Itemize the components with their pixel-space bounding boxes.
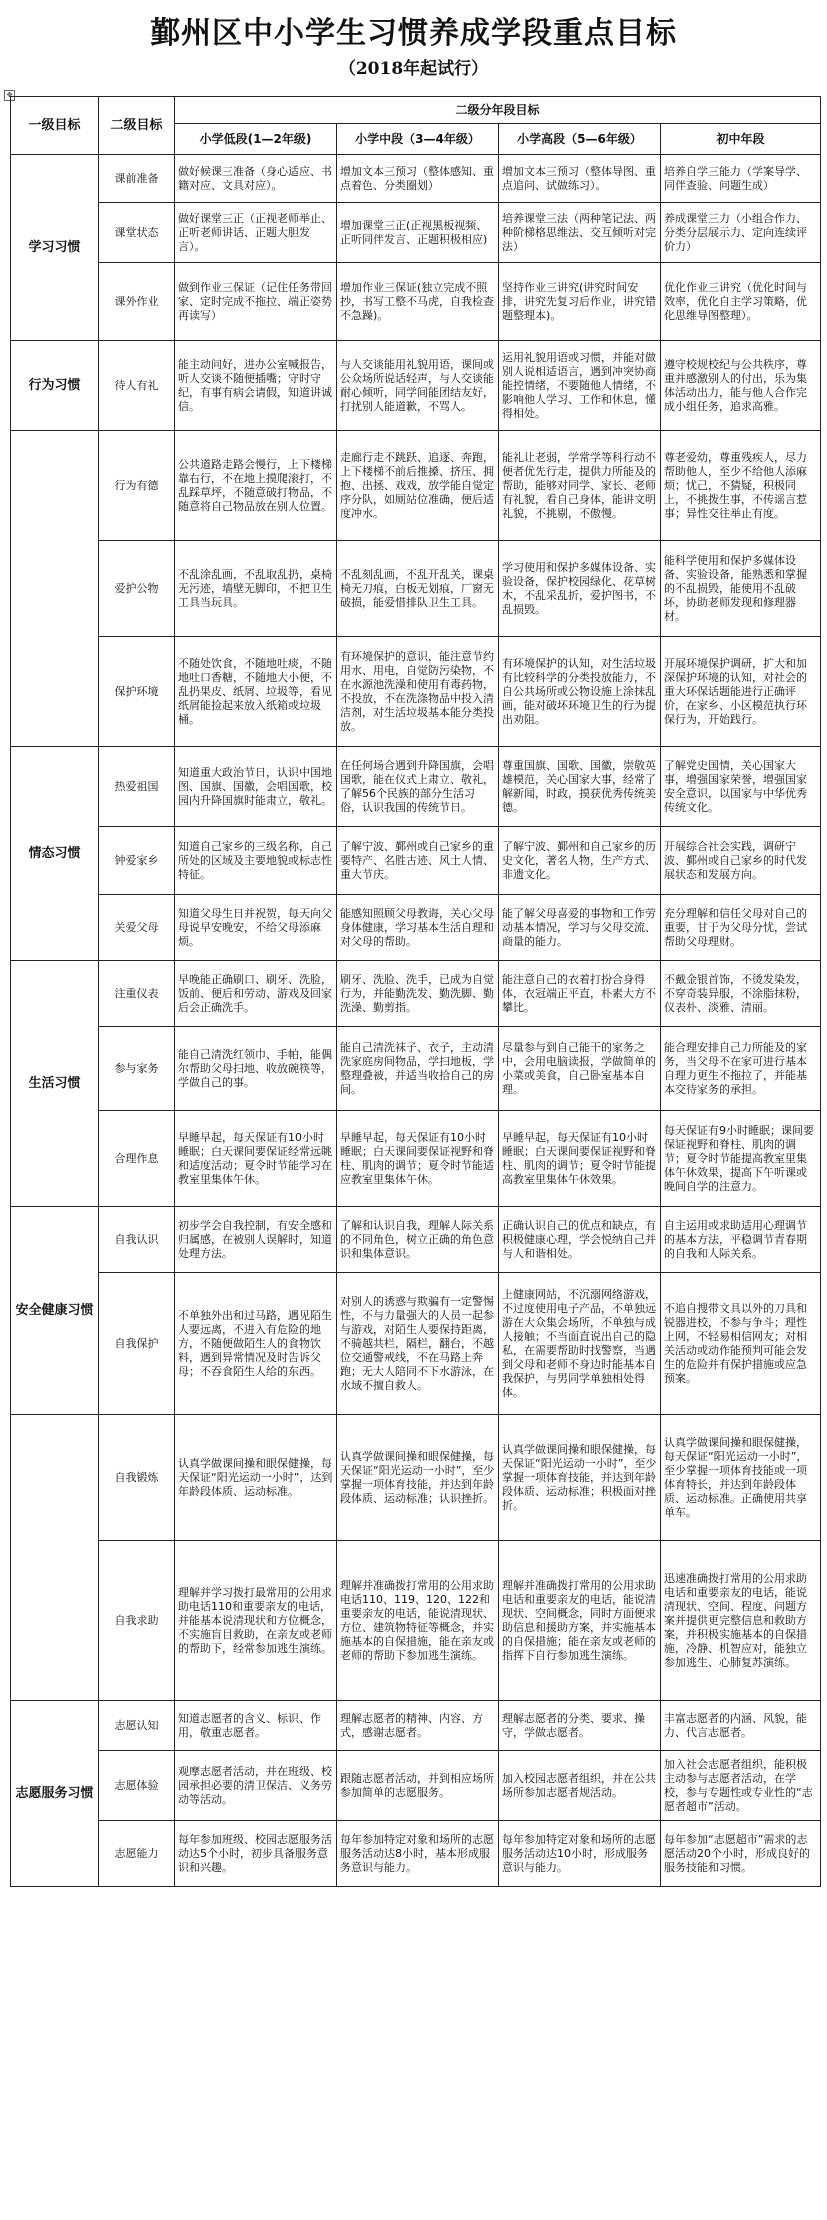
goal-cell: 做好课堂三正（正视老师举止、正听老师讲话、正题大胆发言）。 [175,203,337,263]
table-row [11,895,821,961]
subgoal-label: 待人有礼 [99,341,175,431]
goal-cell: 早睡早起，每天保证有10小时睡眠；白天课间要保证经常远眺和适度活动；夏令时节能学习在教室里集体午休。 [175,1111,337,1207]
goal-cell: 能了解父母喜爱的事物和工作劳动基本情况，学习与父母交流、商量的能力。 [499,895,661,961]
header-stage: 小学低段(1—2年级) [175,124,337,155]
goal-cell: 有环境保护的意识，能注意节约用水、用电，自觉防污染物，不在水源池洗澡和使用有毒药物，不投放，不在洗涤物品中投入清洁剂，对生活垃圾基本能分类投放。 [337,637,499,747]
goal-cell: 了解党史国情，关心国家大事，增强国家荣誉，增强国家安全意识，以国家与中华优秀传统文化。 [661,747,821,827]
goal-cell: 坚持作业三讲究(讲究时间安排，讲究先复习后作业，讲究错题整理本)。 [499,263,661,341]
group-label-empty [11,431,99,747]
goal-cell: 尊老爱幼，尊重残疾人，尽力帮助他人，至少不给他人添麻烦；忧己，不猜疑，积极同上，不挑拨生事，不传谣言惹事；异性交往举止有度。 [661,431,821,541]
table-row [11,341,821,431]
goal-cell: 了解宁波、鄞州或自己家乡的重要特产、名胜古迹、风土人情、重大节庆。 [337,827,499,895]
table-row [11,1027,821,1111]
goal-cell: 增加课堂三正(正视黑板视频、正听同伴发言、正题积极相应) [337,203,499,263]
group-label: 安全健康习惯 [11,1207,99,1415]
goal-cell: 认真学做课间操和眼保健操，每天保证“阳光运动一小时”，至少掌握一项体育技能或一项体育特长，并达到年龄段体质、运动标准。正确使用共享单车。 [661,1415,821,1541]
goal-cell: 与人交谈能用礼貌用语，课间或公众场所说话轻声，与人交谈能耐心倾听，同学间能团结友好，打扰别人能道歉，不骂人。 [337,341,499,431]
goal-cell: 不乱涂乱画，不乱取乱扔，桌椅无污迹，墙壁无脚印，不把卫生工具当玩具。 [175,541,337,637]
goal-cell: 养成课堂三力（小组合作力、分类分层展示力、定向连续评价力） [661,203,821,263]
table-row [11,637,821,747]
goal-cell: 能自己清洗袜子、衣子，主动清洗家庭房间物品，学扫地板，学整理叠被，并适当收拾自己的房间。 [337,1027,499,1111]
goal-cell: 认真学做课间操和眼保健操，每天保证“阳光运动一小时”，至少掌握一项体育技能，并达到年龄段体质、运动标准；积极面对挫折。 [499,1415,661,1541]
goal-cell: 运用礼貌用语或习惯，并能对做别人说相适语言，遇到冲突协商能控情绪，不要随他人情绪，不影响他人学习、工作和休息，懂得相处。 [499,341,661,431]
table-move-handle-icon[interactable]: ✥ [4,90,15,101]
table-row [11,263,821,341]
goal-cell: 每天保证有9小时睡眠；课间要保证视野和脊柱、肌肉的调节；夏令时节能提高教室里集体午休效果，提高下午听课或晚间自学的注意力。 [661,1111,821,1207]
subgoal-label: 保护环境 [99,637,175,747]
goal-cell: 知道父母生日并祝贺，每天向父母说早安晚安，不给父母添麻烦。 [175,895,337,961]
goal-cell: 做到作业三保证（记住任务带回家、定时完成不拖拉、端正姿势再读写） [175,263,337,341]
table-row [11,1751,821,1821]
goal-cell: 充分理解和信任父母对自己的重要，甘于为父母分忧，尝试帮助父母理财。 [661,895,821,961]
goal-cell: 理解并学习拨打最常用的公用求助电话110和重要亲友的电话，并能基本说清现状和方位概念，不实施盲目救助，在亲友或老师的帮助下，经常参加逃生演练。 [175,1541,337,1701]
goal-cell: 知道重大政治节日，认识中国地图、国旗、国徽，会唱国歌，校园内升降国旗时能肃立，敬礼。 [175,747,337,827]
goal-cell: 尊重国旗、国歌、国徽，崇敬英雄模范，关心国家大事，经常了解新闻，时政，摸获优秀传统美德。 [499,747,661,827]
table-row [11,1207,821,1273]
table-row [11,1273,821,1415]
subgoal-label: 关爱父母 [99,895,175,961]
table-row [11,827,821,895]
group-label: 学习习惯 [11,155,99,341]
subgoal-label: 自我认识 [99,1207,175,1273]
table-row [11,541,821,637]
header-stage: 小学中段（3—4年级） [337,124,499,155]
goal-cell: 能主动问好，进办公室喊报告，听人交谈不随便插嘴；守时守纪，有事有病会请假，知道讲诚信。 [175,341,337,431]
goal-cell: 理解并准确拨打常用的公用求助电话110、119、120、122和重要亲友的电话，能说清现状、方位、建筑物特征等概念，并实施基本的自保措施，能在亲友或老师的帮助下参加逃生演练。 [337,1541,499,1701]
table-row [11,155,821,203]
header-stage: 小学高段（5—6年级） [499,124,661,155]
goal-cell: 遵守校规校纪与公共秩序，尊重并感激别人的付出，乐为集体活动出力，能与他人合作完成小组任务，追求高雅。 [661,341,821,431]
goal-cell: 能科学使用和保护多媒体设备、实验设备，能熟悉和掌握的不乱损毁，能使用不乱破坏，协助老师发现和修理器材。 [661,541,821,637]
goal-cell: 能礼让老弱，学常学等科行动不便者优先行走，提供力所能及的帮助，能够对同学、家长、老师有礼貌，看自己身体，能讲文明礼貌，不挑剔，不傲慢。 [499,431,661,541]
goal-cell: 能自己清洗红领巾、手帕，能偶尔帮助父母扫地、收放碗筷等，学做自己的事。 [175,1027,337,1111]
table-row [11,747,821,827]
group-label: 生活习惯 [11,961,99,1207]
goal-cell: 开展综合社会实践，调研宁波、鄞州或自己家乡的时代发展状态和发展方向。 [661,827,821,895]
goal-cell: 开展环境保护调研，扩大和加深保护环境的认知，对社会的重大环保话题能进行正确评价，在家乡、小区模范执行环保行为，开始践行。 [661,637,821,747]
goal-cell: 走廊行走不跳跃、追逐、奔跑，上下楼梯不前后推搡、挤压、拥抱、出拯、戏戏，放学能自觉定序分队，如厕站位准确，便后适度冲水。 [337,431,499,541]
goal-cell: 认真学做课间操和眼保健操，每天保证“阳光运动一小时”，达到年龄段体质、运动标准。 [175,1415,337,1541]
subgoal-label: 自我保护 [99,1273,175,1415]
goal-cell: 观摩志愿者活动，并在班级、校园承担必要的清卫保洁、义务劳动等活动。 [175,1751,337,1821]
goal-cell: 每年参加“志愿超市”需求的志愿活动20个小时，形成良好的服务技能和习惯。 [661,1821,821,1887]
goal-cell: 优化作业三讲究（优化时间与效率，优化自主学习策略，优化思维导图整理）。 [661,263,821,341]
goal-cell: 增加文本三预习（整体感知、重点着色、分类圈划） [337,155,499,203]
subgoal-label: 爱护公物 [99,541,175,637]
goal-cell: 加入社会志愿者组织，能积极主动参与志愿者活动，在学校，参与专题性或专业性的“志愿者超市”活动。 [661,1751,821,1821]
table-row [11,1701,821,1751]
goal-cell: 早晚能正确刷口、刷牙、洗脸，饭前、便后和劳动、游戏及回家后会正确洗手。 [175,961,337,1027]
subgoal-label: 钟爱家乡 [99,827,175,895]
table-row [11,1821,821,1887]
group-label: 行为习惯 [11,341,99,431]
table-row [11,203,821,263]
group-label-empty [11,1415,99,1701]
goal-cell: 刷牙、洗脸、洗手，已成为自觉行为，并能勤洗发、勤洗脚、勤洗澡、勤剪指。 [337,961,499,1027]
subgoal-label: 热爱祖国 [99,747,175,827]
goal-cell: 学习使用和保护多媒体设备、实验设备，保护校园绿化、花草树木，不乱采乱折，爱护图书，不乱损毁。 [499,541,661,637]
goal-cell: 知道志愿者的含义、标识、作用，敬重志愿者。 [175,1701,337,1751]
goal-cell: 跟随志愿者活动，并到相应场所参加简单的志愿服务。 [337,1751,499,1821]
subgoal-label: 课外作业 [99,263,175,341]
header-stage: 初中年段 [661,124,821,155]
subgoal-label: 课堂状态 [99,203,175,263]
header-level1: 一级目标 [11,97,99,155]
goal-cell: 认真学做课间操和眼保健操，每天保证“阳光运动一小时”，至少掌握一项体育技能，并达到年龄段体质、运动标准；认识挫折。 [337,1415,499,1541]
subgoal-label: 注重仪表 [99,961,175,1027]
goal-cell: 早睡早起，每天保证有10小时睡眠；白天课间要保证视野和脊柱、肌肉的调节；夏令时节能适应教室里集体午休。 [337,1111,499,1207]
goal-cell: 在任何场合遇到升降国旗，会唱国歌，能在仪式上肃立、敬礼，了解56个民族的部分生活习俗，认识我国的传统节日。 [337,747,499,827]
goal-cell: 初步学会自我控制，有安全感和归属感，在被别人误解时，知道处理方法。 [175,1207,337,1273]
goal-cell: 增加文本三预习（整体导图、重点追问、试做练习）。 [499,155,661,203]
goal-cell: 每年参加班级、校园志愿服务活动达5个小时，初步具备服务意识和兴趣。 [175,1821,337,1887]
goal-cell: 正确认识自己的优点和缺点，有积极健康心理，学会悦纳自己并与人和谐相处。 [499,1207,661,1273]
goal-cell: 不单独外出和过马路，遇见陌生人要远离，不进入有危险的地方，不随便做陌生人的食物饮料，遇到异常情况及时告诉父母；不吞食陌生人给的东西。 [175,1273,337,1415]
table-row [11,431,821,541]
goals-table [10,96,821,1887]
goal-cell: 迅速准确拨打常用的公用求助电话和重要亲友的电话，能说清现状、空间、程度、问题方案并提供更完整信息和救助方案，并积极实施基本的自保措施，冷静、机智应对，能独立参加逃生、心肺复苏演练。 [661,1541,821,1701]
goal-cell: 理解志愿者的分类、要求、操守，学做志愿者。 [499,1701,661,1751]
goal-cell: 了解宁波、鄞州和自己家乡的历史文化，著名人物，生产方式、非遗文化。 [499,827,661,895]
page-title: 鄞州区中小学生习惯养成学段重点目标 [150,16,677,51]
table-row [11,961,821,1027]
goal-cell: 能注意自己的衣着打扮合身得体，衣冠端正平直，朴素大方不攀比。 [499,961,661,1027]
goal-cell: 自主运用或求助适用心理调节的基本方法，平稳调节青春期的自我和人际关系。 [661,1207,821,1273]
goal-cell: 做好候课三准备（身心适应、书籍对应、文具对应）。 [175,155,337,203]
table-row [11,1541,821,1701]
goal-cell: 能感知照顾父母教诲，关心父母身体健康，学习基本生活自理和对父母的帮助。 [337,895,499,961]
subgoal-label: 合理作息 [99,1111,175,1207]
subgoal-label: 参与家务 [99,1027,175,1111]
goal-cell: 理解志愿者的精神、内容、方式，感谢志愿者。 [337,1701,499,1751]
goal-cell: 增加作业三保证(独立完成不照抄，书写工整不马虎，自我检查不急躁)。 [337,263,499,341]
goal-cell: 尽量参与到自己能干的家务之中，会用电脑读报，学做简单的小菜或美食，自己卧室基本自理。 [499,1027,661,1111]
goal-cell: 每年参加特定对象和场所的志愿服务活动达10小时，形成服务意识与能力。 [499,1821,661,1887]
goal-cell: 对别人的诱惑与欺骗有一定警惕性，不与力量强大的人员一起参与游戏，对陌生人要保持距离，不骑越共栏，隔栏，翻台，不越位交通警戒线，不在马路上奔跑；无大人陪同不下水游泳，在水域不擅自救人。 [337,1273,499,1415]
goal-cell: 上健康网站，不沉溺网络游戏，不过度使用电子产品，不单独远游在大众集会场所，不单独与成人接触；不当面直说出自己的隐私，在需要帮助时找警察，当遇到父母和老师不身边时能基本自我保护，与男同学单独相处得体。 [499,1273,661,1415]
goal-cell: 培养课堂三法（两种笔记法、两种阶梯格思维法、交互倾听对完法） [499,203,661,263]
goal-cell: 每年参加特定对象和场所的志愿服务活动达8小时，基本形成服务意识与能力。 [337,1821,499,1887]
group-label: 志愿服务习惯 [11,1701,99,1887]
header-level2: 二级目标 [99,97,175,155]
subgoal-label: 行为有德 [99,431,175,541]
subgoal-label: 课前准备 [99,155,175,203]
goal-cell: 不随处饮食，不随地吐痰，不随地吐口香糖，不随地大小便，不乱扔果皮、纸屑、垃圾等，看见纸屑能捡起来放入纸箱或垃圾桶。 [175,637,337,747]
subgoal-label: 自我锻炼 [99,1415,175,1541]
header-stage-group: 二级分年段目标 [175,97,821,124]
subgoal-label: 志愿体验 [99,1751,175,1821]
goal-cell: 能合理安排自己力所能及的家务，当父母不在家可进行基本自理力更生不拖拉了，并能基本交待家务的承担。 [661,1027,821,1111]
goal-cell: 早睡早起，每天保证有10小时睡眠；白天课间要保证视野和脊柱、肌肉的调节；夏令时节能提高教室里集体午休效果。 [499,1111,661,1207]
goal-cell: 加入校园志愿者组织，并在公共场所参加志愿者规活动。 [499,1751,661,1821]
goal-cell: 知道自己家乡的三级名称，自己所处的区域及主要地貌或标志性特征。 [175,827,337,895]
subgoal-label: 志愿认知 [99,1701,175,1751]
subgoal-label: 志愿能力 [99,1821,175,1887]
goal-cell: 不戴金银首饰，不烫发染发，不穿奇装异服，不涂脂抹粉，仪表朴、淡雅、清丽。 [661,961,821,1027]
subgoal-label: 自我求助 [99,1541,175,1701]
goal-cell: 丰富志愿者的内涵、风貌，能力、代言志愿者。 [661,1701,821,1751]
goal-cell: 培养自学三能力（学案导学、同伴查验、问题生成） [661,155,821,203]
goal-cell: 不乱刻乱画，不乱开乱关，课桌椅无刀痕，白板无划痕，厂窗无破损，能爱惜排队卫生工具。 [337,541,499,637]
group-label: 情态习惯 [11,747,99,961]
table-row [11,1111,821,1207]
goal-cell: 有环境保护的认知，对生活垃圾有比较科学的分类投放能力，不自公共场所或公物设施上涂抹乱画，能对破坏环境卫生的行为提出劝阻。 [499,637,661,747]
goal-cell: 理解并准确拨打常用的公用求助电话和重要亲友的电话，能说清现状、空间概念，同时方面便求助信息和援助方案，并实施基本的自保措施；能在亲友或老师的指挥下自行参加逃生演练。 [499,1541,661,1701]
goal-cell: 公共道路走路会慢行，上下楼梯靠右行，不在地上摸爬滚打，不乱踩草坪，不随意破打物品，不随意将自己物品放在别人位置。 [175,431,337,541]
goal-cell: 不追自搜带文具以外的刀具和锐器进校，不参与争斗；理性上网，不轻易相信网友；对相关活动或动作能预判可能会发生的危险并有保护措施或应急预案。 [661,1273,821,1415]
table-row [11,1415,821,1541]
page-subtitle: （2018年起试行） [338,59,489,79]
goal-cell: 了解和认识自我，理解人际关系的不同角色，树立正确的角色意识和集体意识。 [337,1207,499,1273]
